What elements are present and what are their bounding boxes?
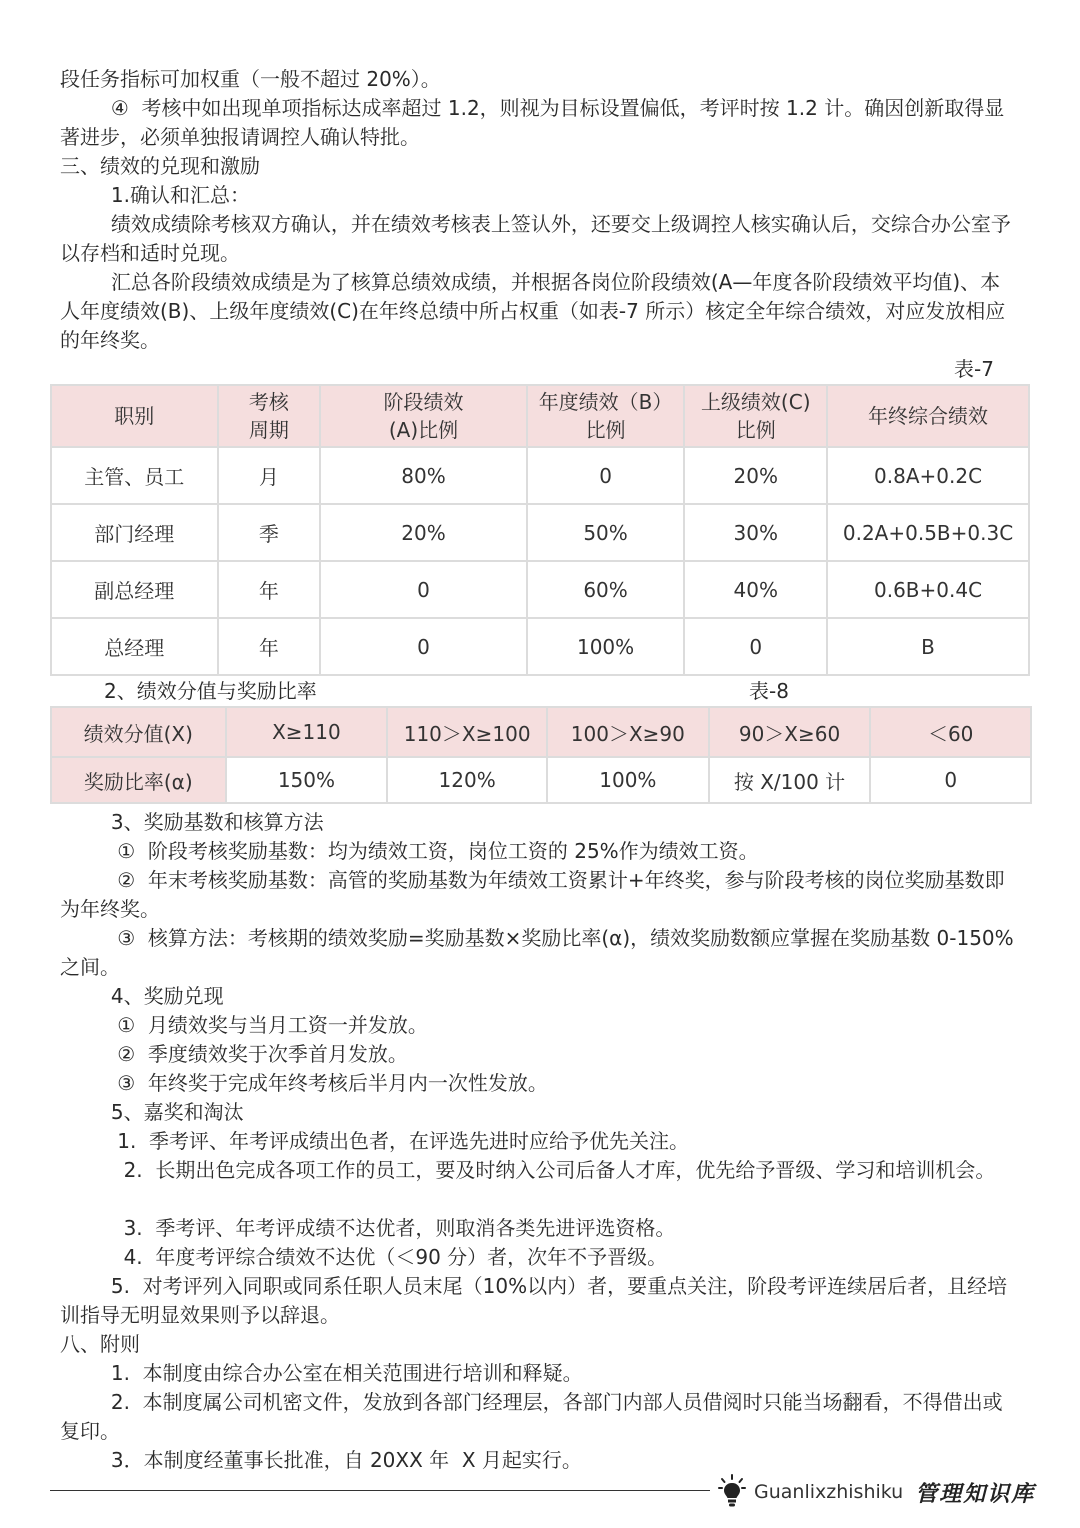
- table-cell: 年: [218, 618, 321, 675]
- paragraph: ③ 年终奖于完成年终考核后半月内一次性发放。: [60, 1071, 548, 1095]
- table-cell: 100%: [547, 757, 709, 803]
- table-cell: 50%: [527, 504, 685, 561]
- table-cell: 20%: [684, 447, 827, 504]
- footer-divider: [50, 1490, 710, 1491]
- paragraph: ③ 核算方法：考核期的绩效奖励=奖励基数×奖励比率(α)，绩效奖励数额应掌握在奖励基数 0-150%之间。: [60, 926, 1014, 979]
- paragraph: ④ 考核中如出现单项指标达成率超过 1.2，则视为目标设置偏低，考评时按 1.2 计。确因创新取得显著进步，必须单独报请调控人确认特批。: [60, 96, 1005, 149]
- header-cell: 阶段绩效 (A)比例: [320, 385, 526, 447]
- row-header-cell: 奖励比率(α): [51, 757, 226, 803]
- row-header-cell: 绩效分值(X): [51, 707, 226, 757]
- table-cell: 120%: [387, 757, 547, 803]
- table-cell: B: [827, 618, 1029, 675]
- footer-brand-cn: 管理知识库: [915, 1480, 1036, 1507]
- header-cell: 考核 周期: [218, 385, 321, 447]
- table-cell: 30%: [684, 504, 827, 561]
- table-caption: 表-8: [749, 679, 789, 703]
- table-cell: 季: [218, 504, 321, 561]
- header-cell: 年度绩效（B） 比例: [527, 385, 685, 447]
- table-cell: 按 X/100 计: [709, 757, 871, 803]
- table-cell: 110＞X≥100: [387, 707, 547, 757]
- subsection-heading: 1.确认和汇总：: [60, 183, 250, 207]
- table-row: [51, 561, 1029, 618]
- paragraph: 3．本制度经董事长批准，自 20XX 年 X 月起实行。: [60, 1448, 582, 1472]
- table-cell: 0.6B+0.4C: [827, 561, 1029, 618]
- table-cell: 部门经理: [51, 504, 218, 561]
- table-cell: 总经理: [51, 618, 218, 675]
- paragraph: 2. 长期出色完成各项工作的员工，要及时纳入公司后备人才库，优先给予晋级、学习和培训机会。: [60, 1158, 996, 1182]
- table-cell: 0.2A+0.5B+0.3C: [827, 504, 1029, 561]
- table-cell: 100＞X≥90: [547, 707, 709, 757]
- paragraph: 绩效成绩除考核双方确认，并在绩效考核表上签认外，还要交上级调控人核实确认后，交综合办公室予以存档和适时兑现。: [60, 212, 1011, 265]
- table-cell: 60%: [527, 561, 685, 618]
- table-cell: 80%: [320, 447, 526, 504]
- paragraph: 4. 年度考评综合绩效不达优（＜90 分）者，次年不予晋级。: [60, 1245, 668, 1269]
- table-cell: X≥110: [226, 707, 388, 757]
- paragraph: ① 月绩效奖与当月工资一并发放。: [60, 1013, 428, 1037]
- subsection-heading: 3、奖励基数和核算方法: [60, 810, 324, 834]
- lightbulb-icon: [718, 1474, 746, 1510]
- section-heading: 2、绩效分值与奖励比率: [104, 679, 317, 703]
- table-cell: 90＞X≥60: [709, 707, 871, 757]
- footer-brand-en: Guanlixzhishiku: [754, 1481, 904, 1503]
- table-cell: 副总经理: [51, 561, 218, 618]
- subsection-heading: 4、奖励兑现: [60, 984, 224, 1008]
- table-caption: 表-7: [954, 357, 994, 381]
- section-heading: 三、绩效的兑现和激励: [60, 154, 260, 178]
- table-row: [51, 707, 1031, 757]
- subsection-heading: 5、嘉奖和淘汰: [60, 1100, 244, 1124]
- table-header-row: [51, 385, 1029, 447]
- table-cell: 0: [527, 447, 685, 504]
- paragraph: 1. 季考评、年考评成绩出色者，在评选先进时应给予优先关注。: [60, 1129, 690, 1153]
- table-cell: 0: [320, 561, 526, 618]
- paragraph: 2. 本制度属公司机密文件，发放到各部门经理层，各部门内部人员借阅时只能当场翻看，不得借出或复印。: [60, 1390, 1003, 1443]
- table-cell: 0: [870, 757, 1031, 803]
- table-cell: 40%: [684, 561, 827, 618]
- table-cell: 0.8A+0.2C: [827, 447, 1029, 504]
- table-cell: 月: [218, 447, 321, 504]
- table-cell: 0: [684, 618, 827, 675]
- paragraph: 汇总各阶段绩效成绩是为了核算总绩效成绩，并根据各岗位阶段绩效(A—年度各阶段绩效平均值)、本人年度绩效(B)、上级年度绩效(C)在年终总绩中所占权重（如表-7 所示）核定全年综合绩效，对应发放相应的年终奖。: [60, 270, 1006, 352]
- paragraph: ② 季度绩效奖于次季首月发放。: [60, 1042, 408, 1066]
- reward-rate-table: [50, 706, 1032, 804]
- header-cell: 职别: [51, 385, 218, 447]
- table-cell: 20%: [320, 504, 526, 561]
- table-cell: 150%: [226, 757, 388, 803]
- paragraph: ① 阶段考核奖励基数：均为绩效工资，岗位工资的 25%作为绩效工资。: [60, 839, 759, 863]
- paragraph: 3. 季考评、年考评成绩不达优者，则取消各类先进评选资格。: [60, 1216, 676, 1240]
- table-cell: 年: [218, 561, 321, 618]
- footer-brand: [718, 1474, 1035, 1510]
- paragraph: 5. 对考评列入同职或同系任职人员末尾（10%以内）者，要重点关注，阶段考评连续居后者，且经培训指导无明显效果则予以辞退。: [60, 1274, 1008, 1327]
- header-cell: 上级绩效(C) 比例: [684, 385, 827, 447]
- weight-table: [50, 384, 1030, 676]
- paragraph: 1. 本制度由综合办公室在相关范围进行培训和释疑。: [60, 1361, 583, 1385]
- table-cell: 0: [320, 618, 526, 675]
- table-cell: ＜60: [870, 707, 1031, 757]
- table-row: [51, 757, 1031, 803]
- table-cell: 主管、员工: [51, 447, 218, 504]
- table-row: [51, 504, 1029, 561]
- paragraph: ② 年末考核奖励基数：高管的奖励基数为年绩效工资累计+年终奖，参与阶段考核的岗位奖励基数即为年终奖。: [60, 868, 1005, 921]
- table-row: [51, 447, 1029, 504]
- paragraph: 段任务指标可加权重（一般不超过 20%）。: [60, 67, 441, 91]
- table-cell: 100%: [527, 618, 685, 675]
- table-row: [51, 618, 1029, 675]
- header-cell: 年终综合绩效: [827, 385, 1029, 447]
- section-heading: 八、附则: [60, 1332, 140, 1356]
